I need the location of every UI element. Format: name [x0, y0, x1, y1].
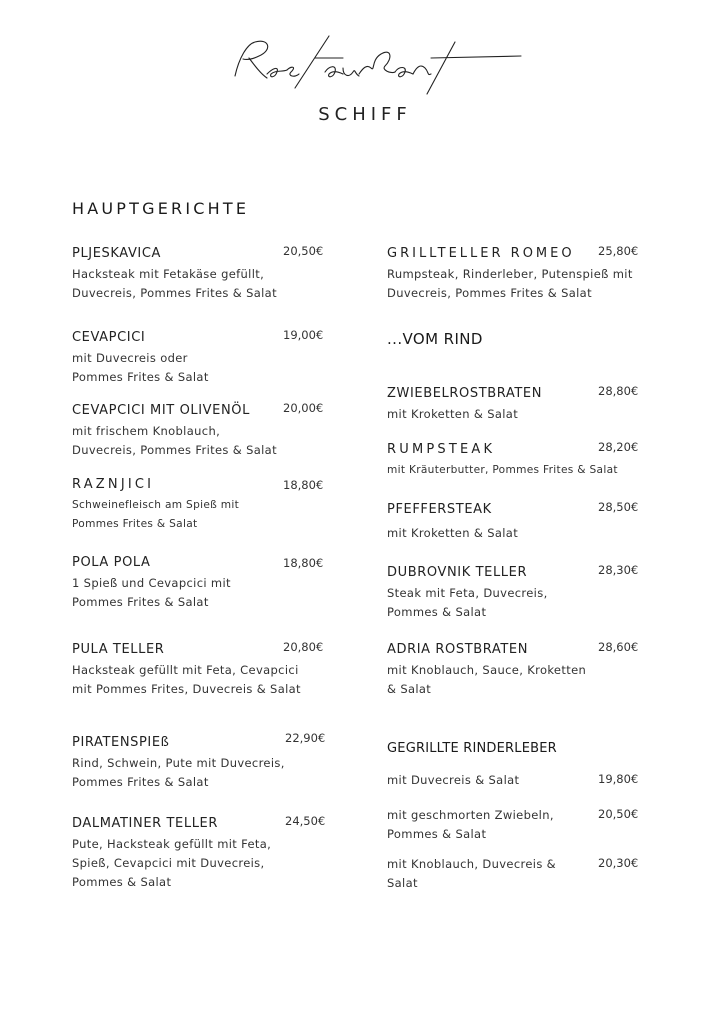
item-name: CEVAPCICI MIT OLIVENÖL: [72, 403, 250, 418]
item-name: RAZNJICI: [72, 477, 155, 492]
item-name: PLJESKAVICA: [72, 246, 162, 261]
menu-item-dalmatiner-teller: [72, 816, 352, 892]
menu-item-pula-teller: [72, 642, 352, 699]
item-price: 20,80€: [283, 640, 324, 654]
item-description: mit Kroketten & Salat: [387, 407, 519, 421]
item-price: 19,00€: [283, 328, 324, 342]
item-price: 20,00€: [283, 401, 324, 415]
menu-item-rumpsteak: [387, 442, 667, 480]
menu-item-piratenspiess: [72, 731, 352, 792]
item-description: Schweinefleisch am Spieß mit Pommes Frites & Salat: [72, 499, 240, 530]
restaurant-name: SCHIFF: [318, 104, 412, 125]
menu-item-adria-rostbraten: [387, 642, 667, 699]
item-name: GRILLTELLER ROMEO: [387, 246, 575, 261]
subheading-gegrillte-rinderleber: GEGRILLTE RINDERLEBER: [387, 741, 557, 756]
restaurant-script-logo: [225, 28, 525, 98]
item-description: Rumpsteak, Rinderleber, Putenspieß mit Duvecreis, Pommes Frites & Salat: [387, 267, 633, 300]
item-description: mit Kräuterbutter, Pommes Frites & Salat: [387, 464, 618, 476]
item-price: 20,50€: [598, 807, 639, 821]
menu-item-cevapcici: [72, 330, 352, 387]
item-price: 25,80€: [598, 244, 639, 258]
item-description: Hacksteak gefüllt mit Feta, Cevapcici mit Pommes Frites, Duvecreis & Salat: [72, 663, 301, 696]
item-description: mit Knoblauch, Sauce, Kroketten & Salat: [387, 663, 587, 696]
item-price: 28,80€: [598, 384, 639, 398]
item-name: CEVAPCICI: [72, 330, 146, 345]
item-price: 28,20€: [598, 440, 639, 454]
item-description: Hacksteak mit Fetakäse gefüllt, Duvecreis, Pommes Frites & Salat: [72, 267, 277, 300]
menu-item-pljeskavica: [72, 246, 352, 303]
item-price: 18,80€: [283, 478, 324, 492]
liver-option-duvecreis: [387, 771, 647, 790]
menu-item-grillteller-romeo: [387, 246, 667, 303]
item-price: 28,50€: [598, 500, 639, 514]
item-description: Pute, Hacksteak gefüllt mit Feta, Spieß, Cevapcici mit Duvecreis, Pommes & Salat: [72, 837, 272, 889]
item-description: mit Duvecreis & Salat: [387, 773, 520, 787]
item-name: DUBROVNIK TELLER: [387, 565, 528, 580]
liver-option-knoblauch: [387, 855, 647, 893]
item-price: 20,30€: [598, 856, 639, 870]
item-name: PIRATENSPIEß: [72, 735, 170, 750]
item-description: mit Duvecreis oder Pommes Frites & Salat: [72, 351, 209, 384]
item-name: PFEFFERSTEAK: [387, 502, 492, 517]
item-price: 28,60€: [598, 640, 639, 654]
item-name: RUMPSTEAK: [387, 442, 496, 457]
item-price: 18,80€: [283, 556, 324, 570]
menu-item-pfeffersteak: [387, 502, 667, 543]
item-description: Rind, Schwein, Pute mit Duvecreis, Pommes Frites & Salat: [72, 756, 285, 789]
item-name: ADRIA ROSTBRATEN: [387, 642, 529, 657]
item-price: 24,50€: [285, 814, 326, 828]
item-description: mit frischem Knoblauch, Duvecreis, Pommes Frites & Salat: [72, 424, 277, 457]
item-price: 19,80€: [598, 772, 639, 786]
subheading-vom-rind: ...VOM RIND: [387, 330, 483, 348]
item-price: 20,50€: [283, 244, 324, 258]
item-name: POLA POLA: [72, 555, 151, 570]
item-description: mit Kroketten & Salat: [387, 526, 519, 540]
liver-option-zwiebeln: [387, 806, 647, 844]
item-name: PULA TELLER: [72, 642, 165, 657]
menu-item-pola-pola: [72, 555, 352, 612]
item-description: mit geschmorten Zwiebeln, Pommes & Salat: [387, 808, 554, 841]
menu-item-cevapcici-olivenoel: [72, 403, 352, 460]
item-description: Steak mit Feta, Duvecreis, Pommes & Salat: [387, 586, 548, 619]
item-price: 28,30€: [598, 563, 639, 577]
item-price: 22,90€: [285, 731, 326, 745]
item-name: DALMATINER TELLER: [72, 816, 218, 831]
section-title-hauptgerichte: HAUPTGERICHTE: [72, 199, 250, 218]
menu-header: [0, 0, 724, 140]
menu-item-dubrovnik-teller: [387, 565, 667, 622]
menu-item-raznjici: [72, 477, 352, 534]
menu-item-zwiebelrostbraten: [387, 386, 667, 424]
item-description: 1 Spieß und Cevapcici mit Pommes Frites & Salat: [72, 576, 231, 609]
item-name: ZWIEBELROSTBRATEN: [387, 386, 543, 401]
item-description: mit Knoblauch, Duvecreis & Salat: [387, 857, 556, 890]
